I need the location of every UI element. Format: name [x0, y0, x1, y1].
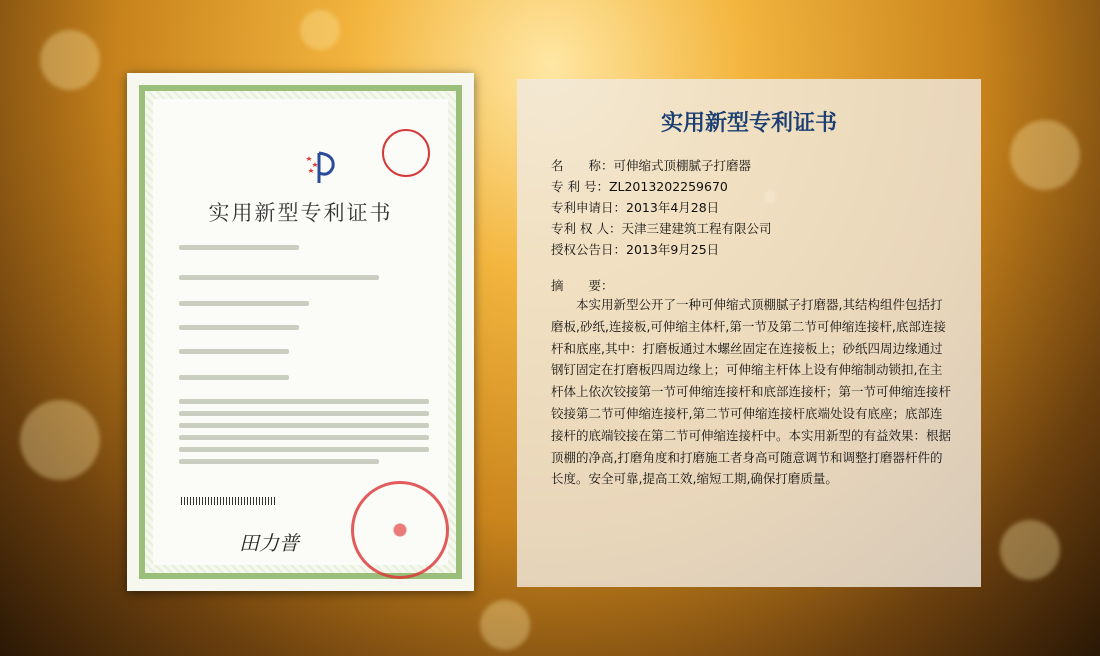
- text-line: [179, 399, 429, 404]
- info-panel: [517, 79, 981, 587]
- field-patentee: [551, 219, 771, 237]
- text-line: [179, 301, 309, 306]
- certificate-border: [139, 85, 462, 579]
- panel-title: 实用新型专利证书: [660, 111, 837, 136]
- director-signature: 田力普: [239, 531, 299, 555]
- field-label: 授权公告日：: [551, 242, 627, 257]
- certificate-paper: [153, 99, 448, 565]
- field-value: 2013年4月28日: [626, 200, 720, 215]
- field-value: 2013年9月25日: [626, 242, 720, 257]
- text-line: [179, 459, 379, 464]
- patent-certificate-image: [127, 73, 474, 591]
- text-line: [179, 375, 289, 380]
- field-application-date: [551, 198, 719, 216]
- field-name: [551, 156, 751, 174]
- text-line: [179, 423, 429, 428]
- field-label: 名 称：: [551, 158, 614, 173]
- abstract-label: 摘 要：: [551, 278, 614, 293]
- field-label: 专利申请日：: [551, 200, 627, 215]
- text-line: [179, 411, 429, 416]
- field-value: 天津三建建筑工程有限公司: [621, 221, 772, 236]
- field-value: ZL2013202259670: [608, 179, 728, 194]
- official-seal-icon: [351, 481, 449, 579]
- abstract-text: 本实用新型公开了一种可伸缩式顶棚腻子打磨器,其结构组件包括打磨板,砂纸,连接板,可伸缩主体杆,第一节及第二节可伸缩连接杆,底部连接杆和底座,其中：打磨板通过木螺丝固定在连接板上；砂纸四周边缘通过钢钉固定在打磨板四周边缘上；可伸缩主杆体上设有伸缩制动锁扣,在主杆体上依次铰接第一节可伸缩连接杆和底部连接杆；第一节可伸缩连接杆铰接第二节可伸缩连接杆,第二节可伸缩连接杆底端处设有底座；底部连接杆的底端铰接在第二节可伸缩连接杆中。本实用新型的有益效果：根据顶棚的净高,打磨角度和打磨施工者身高可随意调节和调整打磨器杆件的长度。安全可靠,提高工效,缩短工期,确保打磨质量。: [551, 297, 952, 487]
- field-patent-number: [551, 177, 728, 195]
- text-line: [179, 275, 379, 280]
- text-line: [179, 447, 429, 452]
- text-line: [179, 435, 429, 440]
- field-grant-date: [551, 240, 719, 258]
- text-line: [179, 245, 299, 250]
- patent-office-logo-icon: [299, 147, 339, 187]
- field-label: 专 利 号：: [551, 179, 609, 194]
- barcode: [181, 497, 276, 505]
- small-seal-icon: [382, 129, 430, 177]
- field-value: 可伸缩式顶棚腻子打磨器: [613, 158, 752, 173]
- field-label: 专利 权 人：: [551, 221, 622, 236]
- text-line: [179, 325, 299, 330]
- text-line: [179, 349, 289, 354]
- certificate-title: 实用新型专利证书: [208, 201, 393, 225]
